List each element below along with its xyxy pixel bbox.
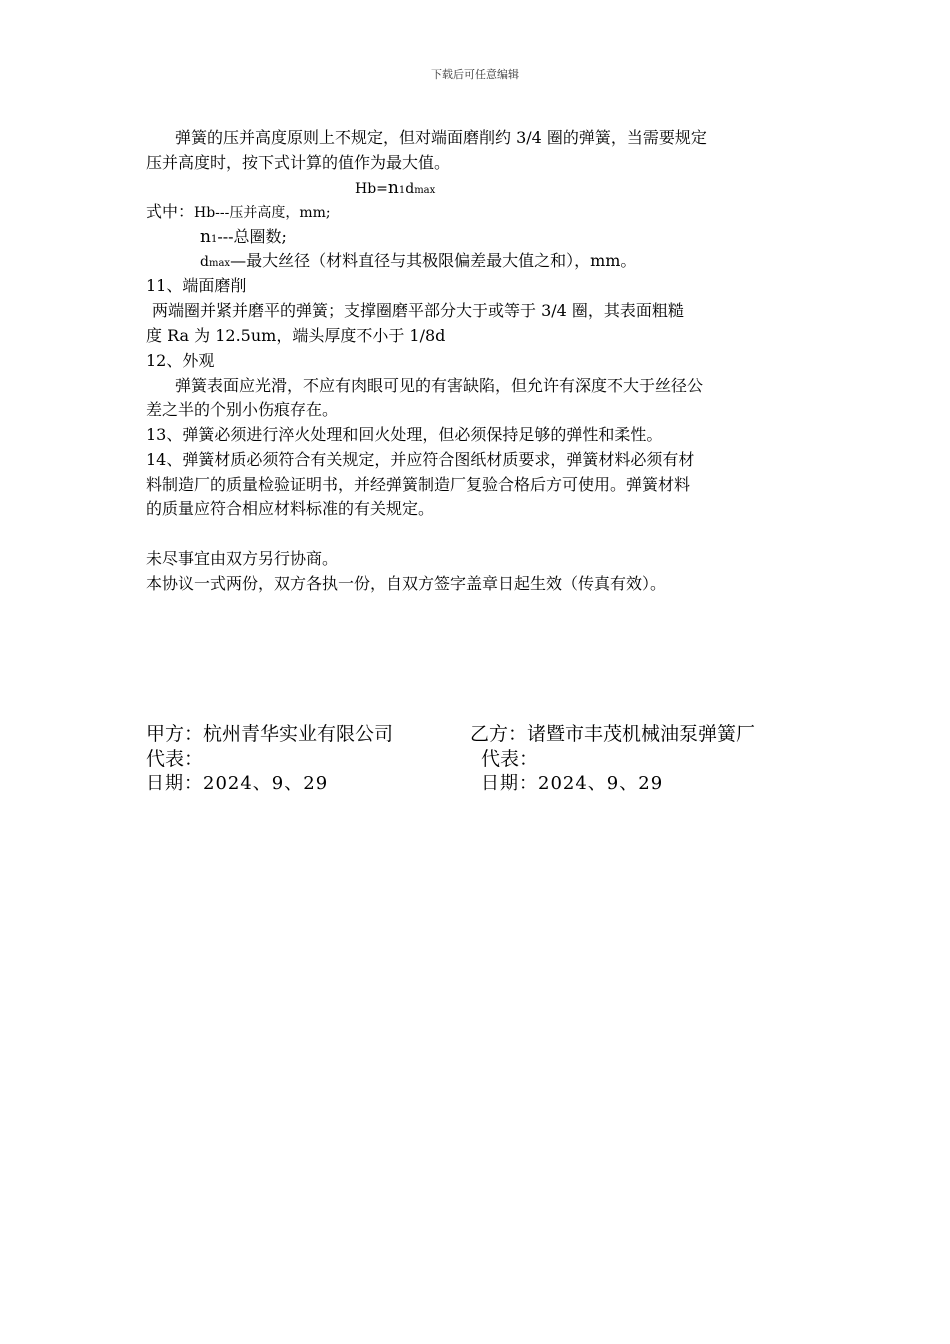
party-a-name: 甲方：杭州青华实业有限公司: [146, 723, 394, 745]
where-d-line: [200, 251, 636, 274]
formula-hb: [355, 178, 435, 201]
paragraph-line: 料制造厂的质量检验证明书，并经弹簧制造厂复验合格后方可使用。弹簧材料: [146, 475, 691, 494]
formula-d-sub: max: [414, 185, 436, 196]
paragraph-line: 14、弹簧材质必须符合有关规定，并应符合图纸材质要求，弹簧材料必须有材: [146, 450, 695, 469]
where-d-symbol: d: [200, 254, 209, 270]
closing-line: 未尽事宜由双方另行协商。: [146, 549, 339, 568]
closing-line: 本协议一式两份，双方各执一份，自双方签字盖章日起生效（传真有效）。: [146, 574, 667, 593]
where-n-text: ---总圈数;: [217, 227, 287, 246]
party-a-representative: 代表：: [146, 748, 204, 770]
where-d-sub: max: [208, 258, 231, 269]
where-n-symbol: n: [200, 227, 211, 247]
paragraph-line: 度 Ra 为 12.5um，端头厚度不小于 1/8d: [146, 326, 446, 345]
paragraph-line: 压并高度时，按下式计算的值作为最大值。: [146, 153, 451, 172]
paragraph-line: 两端圈并紧并磨平的弹簧；支撑圈磨平部分大于或等于 3/4 圈，其表面粗糙: [152, 301, 684, 320]
where-hb: Hb---压并高度，mm;: [194, 205, 331, 221]
party-b-representative: 代表：: [481, 748, 539, 770]
section-12-title: 12、外观: [146, 351, 215, 370]
paragraph-line: 弹簧的压并高度原则上不规定，但对端面磨削约 3/4 圈的弹簧，当需要规定: [175, 128, 707, 147]
party-a-date: 日期：2024、9、29: [146, 773, 329, 794]
section-11-title: 11、端面磨削: [146, 276, 247, 295]
formula-d: d: [405, 181, 415, 197]
where-n-line: [200, 227, 287, 250]
formula-n-sub: 1: [398, 185, 406, 196]
where-d-text: —最大丝径（材料直径与其极限偏差最大值之和），mm。: [230, 251, 637, 270]
paragraph-line: 弹簧表面应光滑，不应有肉眼可见的有害缺陷，但允许有深度不大于丝径公: [175, 376, 704, 395]
party-b-name: 乙方：诸暨市丰茂机械油泵弹簧厂: [470, 723, 756, 745]
header-note: 下载后可任意编辑: [431, 68, 519, 81]
section-13-text: 13、弹簧必须进行淬火处理和回火处理，但必须保持足够的弹性和柔性。: [146, 425, 663, 444]
where-n-sub: 1: [210, 234, 218, 245]
formula-lhs: Hb=: [355, 181, 388, 197]
where-hb-line: [146, 202, 331, 223]
paragraph-line: 的质量应符合相应材料标准的有关规定。: [146, 499, 435, 518]
paragraph-line: 差之半的个别小伤痕存在。: [146, 400, 339, 419]
party-b-date: 日期：2024、9、29: [481, 773, 664, 794]
formula-n: n: [387, 178, 399, 198]
where-prefix: 式中：: [146, 202, 195, 221]
